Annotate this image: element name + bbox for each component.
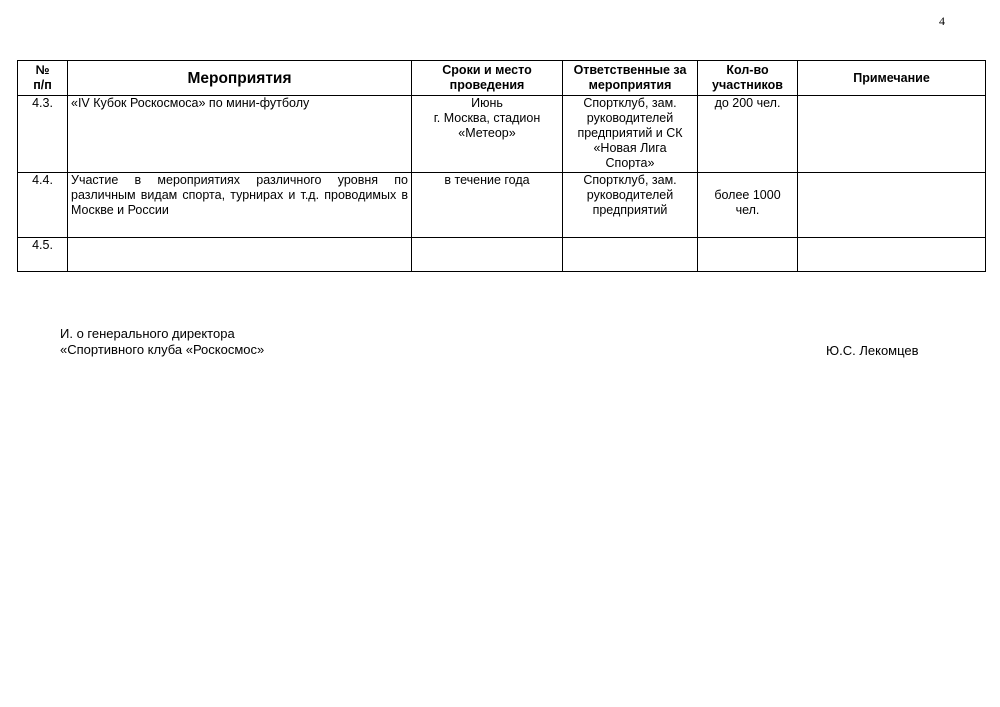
row-event: Участие в мероприятиях различного уровня по различным видам спорта, турнирах и т.д. проводимых в Москве и России (68, 173, 412, 238)
row-dates-place: Июнь г. Москва, стадион «Метеор» (412, 96, 563, 173)
row-note (798, 173, 986, 238)
header-dates-place: Сроки и место проведения (412, 61, 563, 96)
row-responsible: Спортклуб, зам. руководителей предприятий (563, 173, 698, 238)
row-num: 4.4. (18, 173, 68, 238)
header-note: Примечание (798, 61, 986, 96)
page-number: 4 (939, 14, 945, 28)
table-header-row (18, 61, 986, 96)
row-num: 4.3. (18, 96, 68, 173)
row-note (798, 238, 986, 272)
row-participants (698, 238, 798, 272)
row-num: 4.5. (18, 238, 68, 272)
signature-title: И. о генерального директора «Спортивного клуба «Роскосмос» (60, 326, 265, 357)
row-dates-place: в течение года (412, 173, 563, 238)
signature-name: Ю.С. Лекомцев (826, 343, 919, 358)
row-participants: до 200 чел. (698, 96, 798, 173)
row-note (798, 96, 986, 173)
header-num: № п/п (18, 61, 68, 96)
table-row (18, 173, 986, 238)
events-table (17, 60, 986, 272)
header-responsible: Ответственные за мероприятия (563, 61, 698, 96)
header-participants: Кол-во участников (698, 61, 798, 96)
table-row (18, 96, 986, 173)
row-event (68, 238, 412, 272)
header-events: Мероприятия (68, 61, 412, 96)
row-participants: более 1000 чел. (698, 173, 798, 238)
row-dates-place (412, 238, 563, 272)
row-responsible (563, 238, 698, 272)
table-row (18, 238, 986, 272)
row-responsible: Спортклуб, зам. руководителей предприятий и СК «Новая Лига Спорта» (563, 96, 698, 173)
row-event: «IV Кубок Роскосмоса» по мини-футболу (68, 96, 412, 173)
